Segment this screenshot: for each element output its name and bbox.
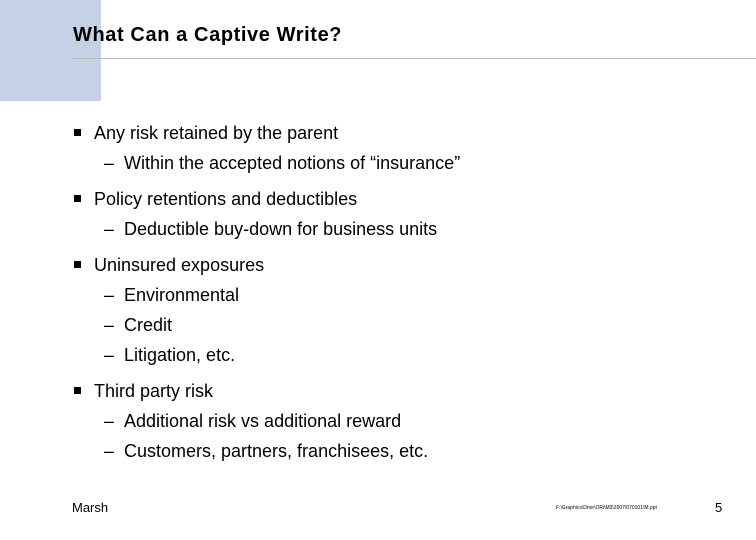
bullet-text: Policy retentions and deductibles: [94, 189, 358, 209]
dash-marker: –: [104, 153, 115, 173]
bullet-text: Third party risk: [94, 381, 214, 401]
square-bullet-icon: [74, 387, 81, 394]
dash-marker: –: [104, 315, 115, 335]
sub-bullet-text: Deductible buy-down for business units: [124, 219, 438, 239]
dash-marker: –: [104, 219, 115, 239]
sub-bullet-text: Litigation, etc.: [124, 345, 236, 365]
footer-file-path: F:\Graphics\Dnor\ORi\M3\2007\070101\M.ppt: [556, 505, 657, 511]
dash-marker: –: [104, 345, 115, 365]
square-bullet-icon: [74, 195, 81, 202]
footer-company-name: Marsh: [72, 500, 109, 515]
slide-title: What Can a Captive Write?: [73, 24, 343, 46]
sub-bullet-text: Within the accepted notions of “insurance”: [124, 153, 461, 173]
dash-marker: –: [104, 411, 115, 431]
square-bullet-icon: [74, 129, 81, 136]
sub-bullet-text: Additional risk vs additional reward: [124, 411, 402, 431]
sub-bullet-text: Customers, partners, franchisees, etc.: [124, 441, 429, 461]
dash-marker: –: [104, 441, 115, 461]
sub-bullet-text: Credit: [124, 315, 173, 335]
sub-bullet-text: Environmental: [124, 285, 240, 305]
bullet-text: Any risk retained by the parent: [94, 123, 339, 143]
bullet-text: Uninsured exposures: [94, 255, 265, 275]
page-number: 5: [715, 500, 723, 515]
square-bullet-icon: [74, 261, 81, 268]
dash-marker: –: [104, 285, 115, 305]
